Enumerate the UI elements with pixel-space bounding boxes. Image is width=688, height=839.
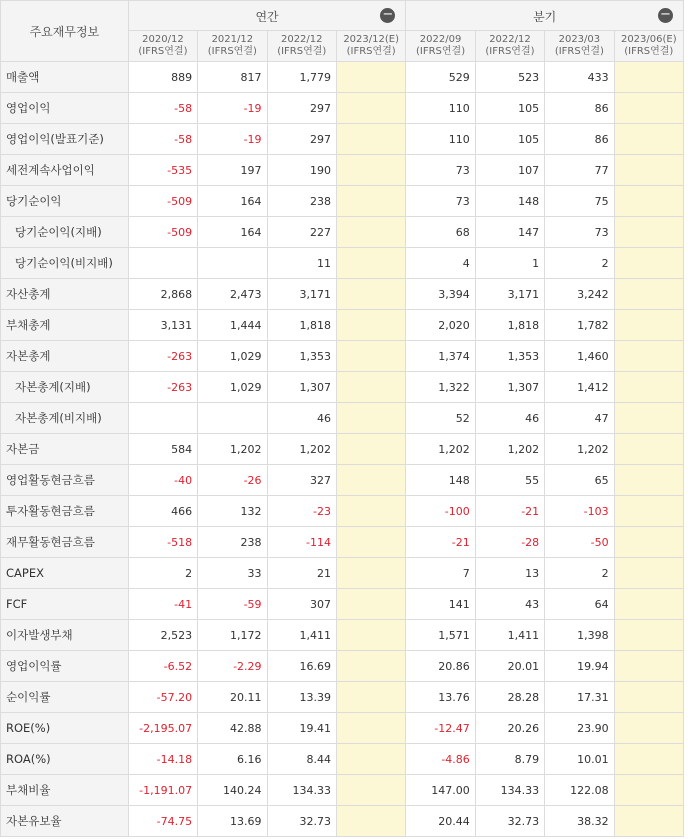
- value-cell: -21: [475, 496, 544, 527]
- value-cell: 73: [545, 217, 614, 248]
- value-cell: 16.69: [267, 651, 336, 682]
- value-cell: 164: [198, 186, 267, 217]
- value-cell: 8.44: [267, 744, 336, 775]
- period-header: 2023/03 (IFRS연결): [545, 31, 614, 62]
- value-cell: -263: [128, 372, 197, 403]
- value-cell: -535: [128, 155, 197, 186]
- estimate-cell: [336, 248, 405, 279]
- value-cell: 77: [545, 155, 614, 186]
- period-header-estimate: 2023/06(E) (IFRS연결): [614, 31, 683, 62]
- annual-group-header: [128, 1, 406, 31]
- value-cell: 21: [267, 558, 336, 589]
- value-cell: -518: [128, 527, 197, 558]
- period-header: 2022/12 (IFRS연결): [267, 31, 336, 62]
- value-cell: 47: [545, 403, 614, 434]
- value-cell: 1,202: [267, 434, 336, 465]
- value-cell: 1,818: [475, 310, 544, 341]
- value-cell: -19: [198, 124, 267, 155]
- table-title: 주요재무정보: [1, 1, 129, 62]
- value-cell: 197: [198, 155, 267, 186]
- value-cell: -4.86: [406, 744, 475, 775]
- row-label: 자본유보율: [1, 806, 129, 837]
- value-cell: 2,523: [128, 620, 197, 651]
- value-cell: -21: [406, 527, 475, 558]
- estimate-cell: [336, 62, 405, 93]
- value-cell: 1,779: [267, 62, 336, 93]
- period-header: 2022/12 (IFRS연결): [475, 31, 544, 62]
- value-cell: 164: [198, 217, 267, 248]
- table-row: [1, 620, 684, 651]
- value-cell: 20.01: [475, 651, 544, 682]
- value-cell: 64: [545, 589, 614, 620]
- table-row: [1, 713, 684, 744]
- row-label: 이자발생부채: [1, 620, 129, 651]
- row-label: 영업이익률: [1, 651, 129, 682]
- estimate-cell: [336, 372, 405, 403]
- table-row: [1, 434, 684, 465]
- estimate-cell: [336, 589, 405, 620]
- value-cell: 1,444: [198, 310, 267, 341]
- row-label: ROE(%): [1, 713, 129, 744]
- row-label: 부채비율: [1, 775, 129, 806]
- row-label: 부채총계: [1, 310, 129, 341]
- estimate-cell: [614, 186, 683, 217]
- value-cell: -12.47: [406, 713, 475, 744]
- value-cell: 17.31: [545, 682, 614, 713]
- estimate-cell: [614, 589, 683, 620]
- value-cell: -103: [545, 496, 614, 527]
- value-cell: 32.73: [475, 806, 544, 837]
- estimate-cell: [336, 651, 405, 682]
- value-cell: 105: [475, 124, 544, 155]
- value-cell: 52: [406, 403, 475, 434]
- value-cell: 20.11: [198, 682, 267, 713]
- value-cell: 227: [267, 217, 336, 248]
- value-cell: 148: [406, 465, 475, 496]
- value-cell: -28: [475, 527, 544, 558]
- value-cell: 327: [267, 465, 336, 496]
- value-cell: 6.16: [198, 744, 267, 775]
- value-cell: 1,460: [545, 341, 614, 372]
- value-cell: 134.33: [267, 775, 336, 806]
- value-cell: 32.73: [267, 806, 336, 837]
- row-label: 영업활동현금흐름: [1, 465, 129, 496]
- estimate-cell: [336, 558, 405, 589]
- value-cell: 297: [267, 93, 336, 124]
- value-cell: 238: [267, 186, 336, 217]
- value-cell: 13.39: [267, 682, 336, 713]
- row-label: 자산총계: [1, 279, 129, 310]
- value-cell: 46: [475, 403, 544, 434]
- estimate-cell: [614, 279, 683, 310]
- value-cell: -58: [128, 93, 197, 124]
- value-cell: 43: [475, 589, 544, 620]
- table-row: [1, 155, 684, 186]
- value-cell: -23: [267, 496, 336, 527]
- value-cell: 20.44: [406, 806, 475, 837]
- estimate-cell: [614, 155, 683, 186]
- value-cell: 107: [475, 155, 544, 186]
- value-cell: -509: [128, 217, 197, 248]
- period-header: 2022/09 (IFRS연결): [406, 31, 475, 62]
- value-cell: 13.76: [406, 682, 475, 713]
- value-cell: -6.52: [128, 651, 197, 682]
- value-cell: [128, 248, 197, 279]
- table-row: [1, 744, 684, 775]
- value-cell: 1,029: [198, 341, 267, 372]
- value-cell: 86: [545, 124, 614, 155]
- estimate-cell: [614, 651, 683, 682]
- value-cell: 1: [475, 248, 544, 279]
- quarter-group-header: [406, 1, 684, 31]
- value-cell: 889: [128, 62, 197, 93]
- value-cell: 2: [545, 248, 614, 279]
- value-cell: 1,307: [475, 372, 544, 403]
- value-cell: -50: [545, 527, 614, 558]
- estimate-cell: [336, 217, 405, 248]
- table-row: [1, 682, 684, 713]
- value-cell: 1,411: [267, 620, 336, 651]
- value-cell: 73: [406, 155, 475, 186]
- estimate-cell: [336, 434, 405, 465]
- annual-label: 연간: [255, 10, 279, 24]
- estimate-cell: [614, 713, 683, 744]
- value-cell: 190: [267, 155, 336, 186]
- row-label: 당기순이익(비지배): [1, 248, 129, 279]
- estimate-cell: [614, 682, 683, 713]
- value-cell: 86: [545, 93, 614, 124]
- value-cell: -2.29: [198, 651, 267, 682]
- row-label: 당기순이익(지배): [1, 217, 129, 248]
- estimate-cell: [614, 372, 683, 403]
- value-cell: -26: [198, 465, 267, 496]
- value-cell: 134.33: [475, 775, 544, 806]
- table-row: [1, 341, 684, 372]
- value-cell: 122.08: [545, 775, 614, 806]
- estimate-cell: [336, 496, 405, 527]
- table-row: [1, 186, 684, 217]
- period-header: 2021/12 (IFRS연결): [198, 31, 267, 62]
- table-row: [1, 93, 684, 124]
- row-label: 매출액: [1, 62, 129, 93]
- value-cell: 38.32: [545, 806, 614, 837]
- estimate-cell: [336, 93, 405, 124]
- value-cell: [198, 248, 267, 279]
- collapse-annual-icon[interactable]: −: [380, 8, 395, 23]
- estimate-cell: [336, 279, 405, 310]
- row-label: 재무활동현금흐름: [1, 527, 129, 558]
- table-row: [1, 806, 684, 837]
- value-cell: 433: [545, 62, 614, 93]
- row-label: 투자활동현금흐름: [1, 496, 129, 527]
- period-header-estimate: 2023/12(E) (IFRS연결): [336, 31, 405, 62]
- value-cell: -58: [128, 124, 197, 155]
- table-row: [1, 217, 684, 248]
- estimate-cell: [336, 403, 405, 434]
- value-cell: 19.94: [545, 651, 614, 682]
- value-cell: 466: [128, 496, 197, 527]
- value-cell: 19.41: [267, 713, 336, 744]
- estimate-cell: [336, 744, 405, 775]
- value-cell: 55: [475, 465, 544, 496]
- value-cell: -2,195.07: [128, 713, 197, 744]
- value-cell: -74.75: [128, 806, 197, 837]
- value-cell: 584: [128, 434, 197, 465]
- value-cell: 1,571: [406, 620, 475, 651]
- value-cell: 1,398: [545, 620, 614, 651]
- value-cell: 2: [545, 558, 614, 589]
- value-cell: 7: [406, 558, 475, 589]
- estimate-cell: [614, 465, 683, 496]
- value-cell: -41: [128, 589, 197, 620]
- estimate-cell: [336, 682, 405, 713]
- estimate-cell: [614, 310, 683, 341]
- estimate-cell: [336, 775, 405, 806]
- value-cell: 42.88: [198, 713, 267, 744]
- value-cell: 1,353: [475, 341, 544, 372]
- table-row: [1, 527, 684, 558]
- estimate-cell: [614, 93, 683, 124]
- row-label: CAPEX: [1, 558, 129, 589]
- value-cell: 297: [267, 124, 336, 155]
- row-label: 자본총계: [1, 341, 129, 372]
- estimate-cell: [614, 62, 683, 93]
- value-cell: 140.24: [198, 775, 267, 806]
- table-body: [1, 62, 684, 837]
- value-cell: 1,818: [267, 310, 336, 341]
- value-cell: 3,171: [475, 279, 544, 310]
- value-cell: 105: [475, 93, 544, 124]
- value-cell: -509: [128, 186, 197, 217]
- table-row: [1, 62, 684, 93]
- estimate-cell: [336, 620, 405, 651]
- table-row: [1, 775, 684, 806]
- table-row: [1, 589, 684, 620]
- value-cell: 132: [198, 496, 267, 527]
- value-cell: -1,191.07: [128, 775, 197, 806]
- value-cell: 13.69: [198, 806, 267, 837]
- table-row: [1, 496, 684, 527]
- value-cell: 20.86: [406, 651, 475, 682]
- table-row: [1, 279, 684, 310]
- value-cell: 3,242: [545, 279, 614, 310]
- quarter-label: 분기: [533, 10, 557, 24]
- value-cell: -114: [267, 527, 336, 558]
- value-cell: 1,202: [198, 434, 267, 465]
- period-header: 2020/12 (IFRS연결): [128, 31, 197, 62]
- value-cell: 1,411: [475, 620, 544, 651]
- value-cell: 110: [406, 124, 475, 155]
- value-cell: 1,172: [198, 620, 267, 651]
- value-cell: 2,020: [406, 310, 475, 341]
- value-cell: 147: [475, 217, 544, 248]
- estimate-cell: [336, 310, 405, 341]
- value-cell: 8.79: [475, 744, 544, 775]
- row-label: 순이익률: [1, 682, 129, 713]
- table-row: [1, 248, 684, 279]
- value-cell: -19: [198, 93, 267, 124]
- value-cell: 75: [545, 186, 614, 217]
- value-cell: 68: [406, 217, 475, 248]
- table-row: [1, 651, 684, 682]
- estimate-cell: [336, 806, 405, 837]
- value-cell: 46: [267, 403, 336, 434]
- value-cell: -100: [406, 496, 475, 527]
- value-cell: -14.18: [128, 744, 197, 775]
- row-label: 영업이익: [1, 93, 129, 124]
- estimate-cell: [336, 341, 405, 372]
- estimate-cell: [614, 217, 683, 248]
- value-cell: 65: [545, 465, 614, 496]
- value-cell: 1,202: [545, 434, 614, 465]
- value-cell: -263: [128, 341, 197, 372]
- row-label: 당기순이익: [1, 186, 129, 217]
- estimate-cell: [336, 713, 405, 744]
- table-row: [1, 372, 684, 403]
- value-cell: [128, 403, 197, 434]
- value-cell: 238: [198, 527, 267, 558]
- row-label: 영업이익(발표기준): [1, 124, 129, 155]
- table-row: [1, 124, 684, 155]
- row-label: ROA(%): [1, 744, 129, 775]
- collapse-quarter-icon[interactable]: −: [658, 8, 673, 23]
- value-cell: 307: [267, 589, 336, 620]
- value-cell: 1,202: [406, 434, 475, 465]
- estimate-cell: [614, 527, 683, 558]
- estimate-cell: [614, 124, 683, 155]
- value-cell: 28.28: [475, 682, 544, 713]
- value-cell: 3,131: [128, 310, 197, 341]
- value-cell: [198, 403, 267, 434]
- value-cell: 10.01: [545, 744, 614, 775]
- estimate-cell: [336, 124, 405, 155]
- row-label: 자본금: [1, 434, 129, 465]
- estimate-cell: [614, 775, 683, 806]
- value-cell: 3,394: [406, 279, 475, 310]
- estimate-cell: [336, 155, 405, 186]
- table-row: [1, 403, 684, 434]
- value-cell: 1,782: [545, 310, 614, 341]
- estimate-cell: [614, 248, 683, 279]
- row-label: 자본총계(지배): [1, 372, 129, 403]
- value-cell: 141: [406, 589, 475, 620]
- value-cell: 11: [267, 248, 336, 279]
- estimate-cell: [336, 186, 405, 217]
- value-cell: 2,868: [128, 279, 197, 310]
- table-row: [1, 465, 684, 496]
- estimate-cell: [614, 341, 683, 372]
- value-cell: 23.90: [545, 713, 614, 744]
- value-cell: 523: [475, 62, 544, 93]
- value-cell: 147.00: [406, 775, 475, 806]
- estimate-cell: [614, 558, 683, 589]
- value-cell: 1,322: [406, 372, 475, 403]
- value-cell: -57.20: [128, 682, 197, 713]
- value-cell: 1,374: [406, 341, 475, 372]
- value-cell: 3,171: [267, 279, 336, 310]
- table-row: [1, 558, 684, 589]
- value-cell: 110: [406, 93, 475, 124]
- estimate-cell: [614, 403, 683, 434]
- estimate-cell: [614, 620, 683, 651]
- row-label: 자본총계(비지배): [1, 403, 129, 434]
- value-cell: 1,353: [267, 341, 336, 372]
- value-cell: 4: [406, 248, 475, 279]
- value-cell: 1,029: [198, 372, 267, 403]
- estimate-cell: [336, 527, 405, 558]
- estimate-cell: [614, 744, 683, 775]
- value-cell: 1,412: [545, 372, 614, 403]
- value-cell: 817: [198, 62, 267, 93]
- value-cell: 20.26: [475, 713, 544, 744]
- value-cell: 2,473: [198, 279, 267, 310]
- value-cell: 73: [406, 186, 475, 217]
- value-cell: 529: [406, 62, 475, 93]
- row-label: FCF: [1, 589, 129, 620]
- estimate-cell: [614, 496, 683, 527]
- value-cell: 1,202: [475, 434, 544, 465]
- value-cell: -40: [128, 465, 197, 496]
- value-cell: 13: [475, 558, 544, 589]
- value-cell: -59: [198, 589, 267, 620]
- row-label: 세전계속사업이익: [1, 155, 129, 186]
- estimate-cell: [336, 465, 405, 496]
- value-cell: 2: [128, 558, 197, 589]
- value-cell: 148: [475, 186, 544, 217]
- table-row: [1, 310, 684, 341]
- estimate-cell: [614, 434, 683, 465]
- value-cell: 1,307: [267, 372, 336, 403]
- value-cell: 33: [198, 558, 267, 589]
- estimate-cell: [614, 806, 683, 837]
